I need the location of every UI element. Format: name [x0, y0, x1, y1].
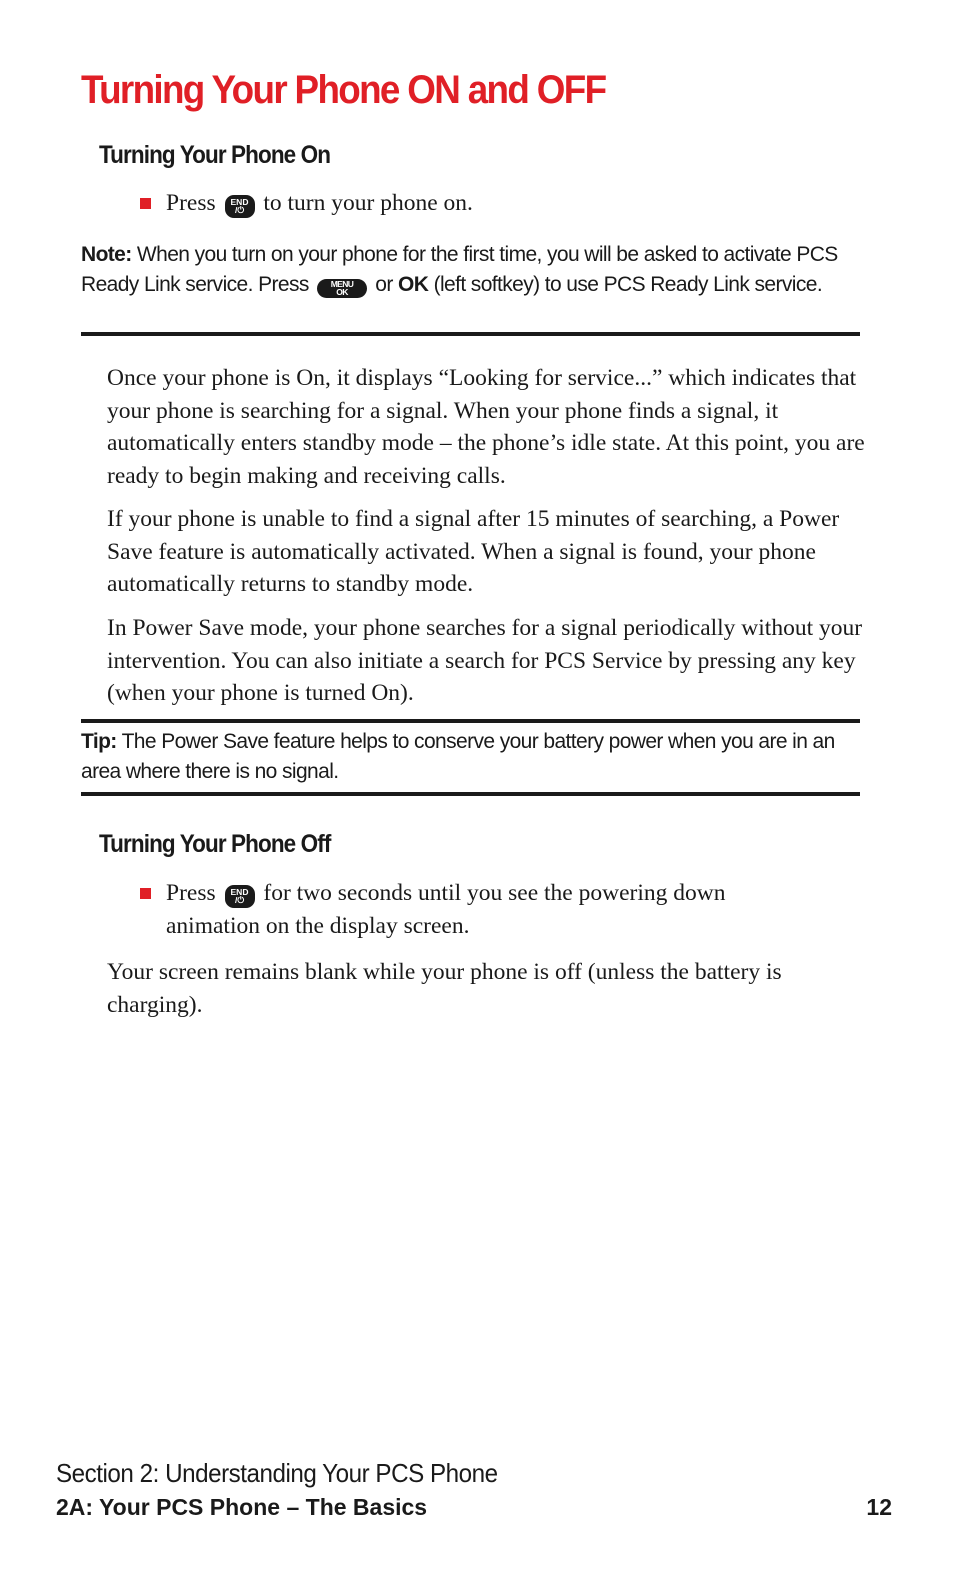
paragraph-power-save-mode: In Power Save mode, your phone searches for a signal periodically without your intervention. You can also initiate a search for PCS Service by pressing any key (when your phone is turned On). — [107, 615, 863, 706]
menu-ok-key-icon: MENU OK — [317, 279, 367, 298]
note-label: Note: — [81, 243, 132, 266]
paragraph-looking-for-service: Once your phone is On, it displays “Looking for service...” which indicates that your phone is searching for a signal. When your phone finds a signal, it automatically enters standby mode – the phone’s idle state. At this point, you are ready to begin making and receiving calls. — [107, 365, 865, 489]
end-power-key-icon: END /⏻ — [225, 885, 255, 908]
footer-section-title: Section 2: Understanding Your PCS Phone — [56, 1458, 498, 1488]
end-power-key-icon: END /⏻ — [225, 195, 255, 218]
page-title: Turning Your Phone ON and OFF — [81, 68, 606, 112]
ok-softkey-label: OK — [398, 272, 429, 296]
bullet-text-after: for two seconds until you see the powering down animation on the display screen. — [166, 880, 726, 939]
note-text-2: or — [375, 272, 393, 296]
tip-text: The Power Save feature helps to conserve your battery power when you are in an area where there is no signal. — [81, 730, 835, 783]
note-text-1: When you turn on your phone for the first time, you will be asked to activate PCS Ready Link service. Press — [81, 243, 838, 296]
tip-divider-top — [81, 719, 860, 723]
tip-box — [81, 727, 861, 786]
paragraph-power-save-activation: If your phone is unable to find a signal after 15 minutes of searching, a Power Save feature is automatically activated. When a signal is found, your phone automatically returns to standby mode. — [107, 506, 840, 597]
bullet-text-before: Press — [166, 880, 216, 906]
page-number: 12 — [866, 1494, 892, 1520]
tip-divider-bottom — [81, 792, 860, 796]
note-text-3: (left softkey) to use PCS Ready Link service. — [433, 272, 823, 296]
bullet-square-icon — [140, 198, 151, 209]
tip-label: Tip: — [81, 730, 117, 753]
note-box — [81, 240, 861, 299]
section-heading-off: Turning Your Phone Off — [99, 830, 331, 858]
paragraph-screen-blank: Your screen remains blank while your phone is off (unless the battery is charging). — [107, 959, 782, 1018]
section-heading-on: Turning Your Phone On — [99, 141, 331, 169]
bullet-square-icon — [140, 888, 151, 899]
footer-chapter-title: 2A: Your PCS Phone – The Basics — [56, 1494, 428, 1520]
bullet-text-before: Press — [166, 190, 216, 216]
bullet-text-after: to turn your phone on. — [263, 190, 473, 216]
note-divider — [81, 332, 860, 336]
